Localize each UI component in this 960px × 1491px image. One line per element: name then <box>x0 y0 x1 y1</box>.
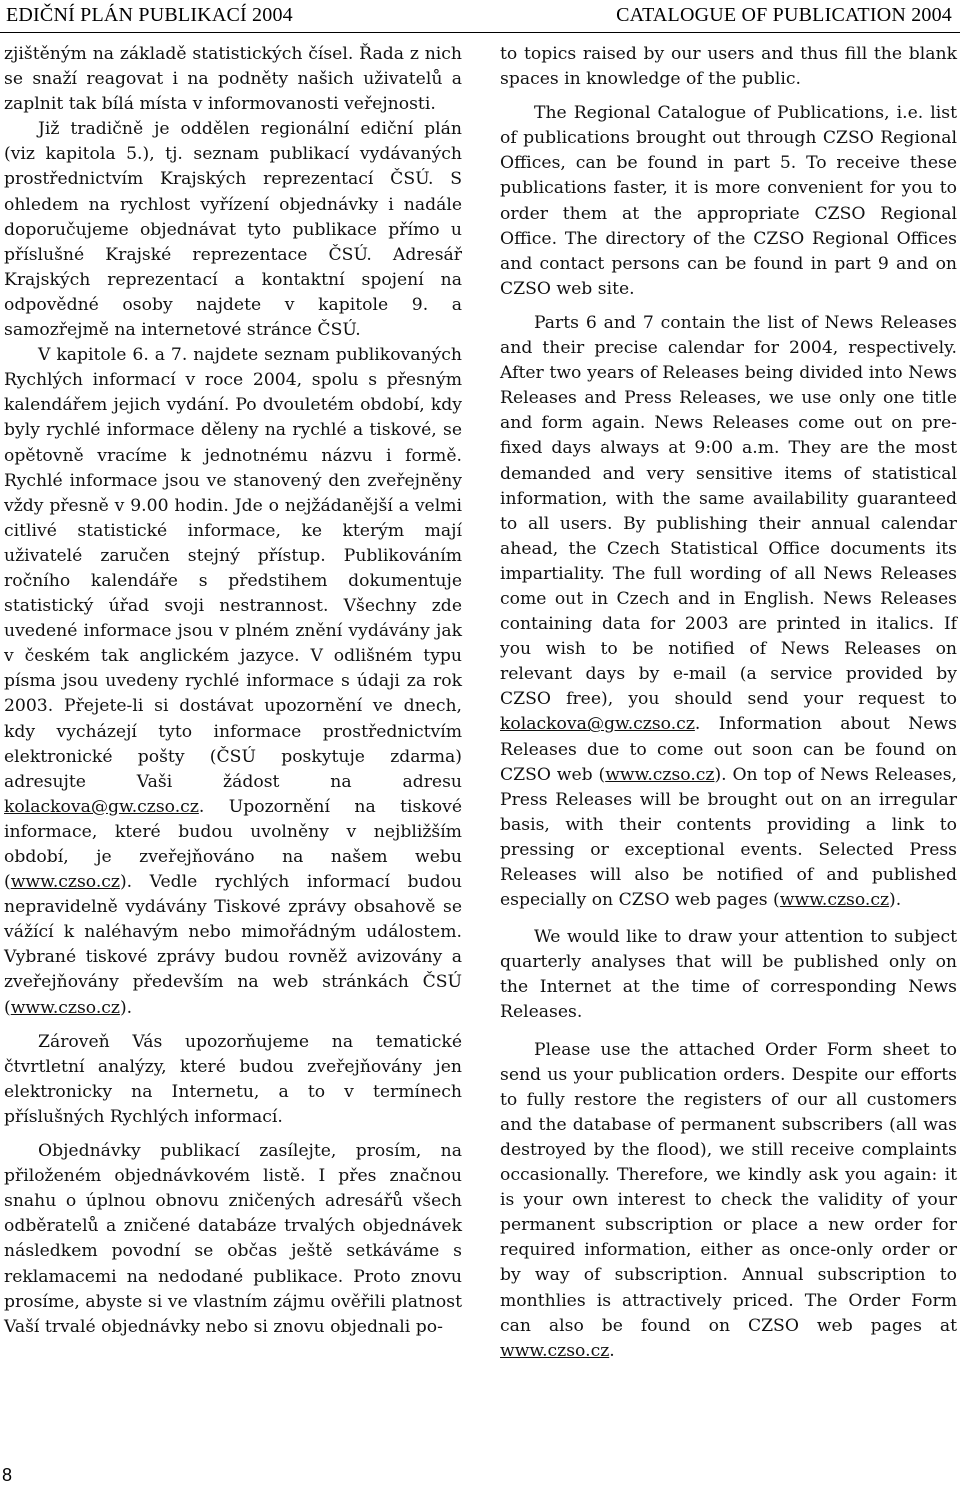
email-link[interactable]: kolackova@gw.czso.cz <box>4 796 199 817</box>
english-paragraph-regional: The Regional Catalogue of Publications, i.e. list of publications brought out through CZSO Regional Offices, can be found in part 5. To receive these publications faster, it is more convenient for you to order them at the appropriate CZSO Regional Office. The directory of the CZSO Regional Offices and contact persons can be found in part 9 and on CZSO web site. <box>500 103 957 299</box>
text-run: ). Vedle rychlých informací budou nepravidelně vydávány Tiskové zprávy obsahově se vážící k naléhavým nebo mimořádným událostem. Vybrané tiskové zprávy budou rovněž avizovány a zveřejňovány především na web stránkách ČSÚ ( <box>4 872 462 1018</box>
text-run: ). On top of News Releases, Press Releases will be brought out on an irregular basis, with their contents providing a link to pressing or exceptional events. Selected Press Releases will also be notified of and published especially on CZSO web pages ( <box>500 764 957 911</box>
web-link[interactable]: www.czso.cz <box>500 1340 610 1361</box>
running-header <box>0 0 960 34</box>
czech-text-column <box>4 42 462 1340</box>
english-paragraph-1: to topics raised by our users and thus fill the blank spaces in knowledge of the public. <box>500 44 957 90</box>
header-title-czech: EDIČNÍ PLÁN PUBLIKACÍ 2004 <box>6 4 293 26</box>
header-title-english: CATALOGUE OF PUBLICATION 2004 <box>616 4 952 26</box>
text-run: Please use the attached Order Form sheet to send us your publication orders. Despite our efforts to fully restore the registers of our all customers and the database of permanent subscribers (all was destroyed by the flood), we still receive complaints occasionally. Therefore, we kindly ask you again: it is your own interest to check the validity of your permanent subscription or place a new order for required information, either as once-only order or by way of subscription. Annual subscription to monthlies is attractively priced. The Order Form can also be found on CZSO web pages at <box>500 1039 957 1336</box>
header-rule <box>0 32 960 33</box>
czech-paragraph-orders: Objednávky publikací zasílejte, prosím, na přiloženém objednávkovém listě. I přes značnou snahu o úplnou obnovu zničených adresářů všech odběratelů a zničené databáze trvalých objednávek následkem povodní se občas ještě setkáváme s reklamacemi na nedodané publikace. Proto znovu prosíme, abyste si ve vlastním zájmu ověřili platnost Vaší trvalé objednávky nebo si znovu objednali po- <box>4 1141 462 1337</box>
czech-paragraph-1: zjištěným na základě statistických čísel. Řada z nich se snaží reagovat i na podněty našich uživatelů a zaplnit tak bílá místa v informovanosti veřejnosti. <box>4 44 462 115</box>
web-link[interactable]: www.czso.cz <box>10 997 120 1018</box>
czech-paragraph-analyses: Zároveň Vás upozorňujeme na tematické čtvrtletní analýzy, které budou zveřejňovány jen elektronicky na Internetu, a to v termínech příslušných Rychlých informací. <box>4 1031 462 1127</box>
english-paragraph-releases <box>500 311 957 913</box>
web-link[interactable]: www.czso.cz <box>10 872 120 893</box>
text-run: V kapitole 6. a 7. najdete seznam publikovaných Rychlých informací v roce 2004, spolu s přesným kalendářem jejich vydání. Po dvouletém období, kdy byly rychlé informace děleny na rychlé a tiskové, se opětovně vracíme k jednotnému názvu i formě. Rychlé informace jsou ve stanovený den zveřejněny vždy přesně v 9.00 hodin. Jde o nejžádanější a velmi citlivé statistické informace, ke kterým mají uživatelé zaručen stejný přístup. Publikováním ročního kalendáře s předstihem dokumentuje statistický úřad svoji nestrannost. Všechny zde uvedené informace jsou v plném znění vydávány jak v českém tak anglickém jazyce. V odlišném typu písma jsou uvedeny rychlé informace s údaji za rok 2003. Přejete-li si dostávat upozornění ve dnech, kdy vycházejí tyto informace prostřednictvím elektronické pošty (ČSÚ poskytuje zdarma) adresujte Vaši žádost na adresu <box>4 345 462 792</box>
text-run: . Upozornění na tiskové informace, které budou uvolněny v nejbližším období, je zveřejňováno na našem webu ( <box>4 796 462 893</box>
text-run: ). <box>889 890 902 911</box>
text-run: Parts 6 and 7 contain the list of News Releases and their precise calendar for 2004, respectively. After two years of Releases being divided into News Releases and Press Releases, we use only one title and form again. News Releases come out on pre-fixed days always at 9:00 a.m. They are the most demanded and very sensitive items of statistical information, with the same availability guaranteed to all users. By publishing their annual calendar ahead, the Czech Statistical Office documents its impartiality. The full wording of all News Releases come out in Czech and in English. News Releases containing data for 2003 are printed in italics. If you wish to be notified of News Releases on relevant days by e-mail (a service provided by CZSO free), you should send your request to <box>500 312 957 710</box>
text-run: . <box>609 1340 615 1361</box>
web-link[interactable]: www.czso.cz <box>779 890 890 911</box>
text-run: . Information about News Releases due to come out soon can be found on CZSO web ( <box>500 714 957 785</box>
email-link[interactable]: kolackova@gw.czso.cz <box>500 714 695 735</box>
czech-paragraph-regional: Již tradičně je oddělen regionální ediční plán (viz kapitola 5.), tj. seznam publikací vydávaných prostřednictvím Krajských reprezentací ČSÚ. S ohledem na rychlost vyřízení objednávky i nadále doporučujeme objednávat tyto publikace přímo u příslušné Krajské reprezentace ČSÚ. Adresář Krajských reprezentací a kontaktní spojení na odpovědné osoby najdete v kapitole 9. a samozřejmě na internetové stránce ČSÚ. <box>4 119 462 341</box>
page-number: 8 <box>2 1465 13 1485</box>
text-run: ). <box>119 997 133 1018</box>
english-text-column <box>500 42 957 1364</box>
web-link[interactable]: www.czso.cz <box>605 764 715 785</box>
czech-paragraph-releases <box>4 343 462 1021</box>
english-paragraph-analyses: We would like to draw your attention to subject quarterly analyses that will be published only on the Internet at the time of corresponding News Releases. <box>500 927 957 1023</box>
english-paragraph-orders <box>500 1038 957 1364</box>
